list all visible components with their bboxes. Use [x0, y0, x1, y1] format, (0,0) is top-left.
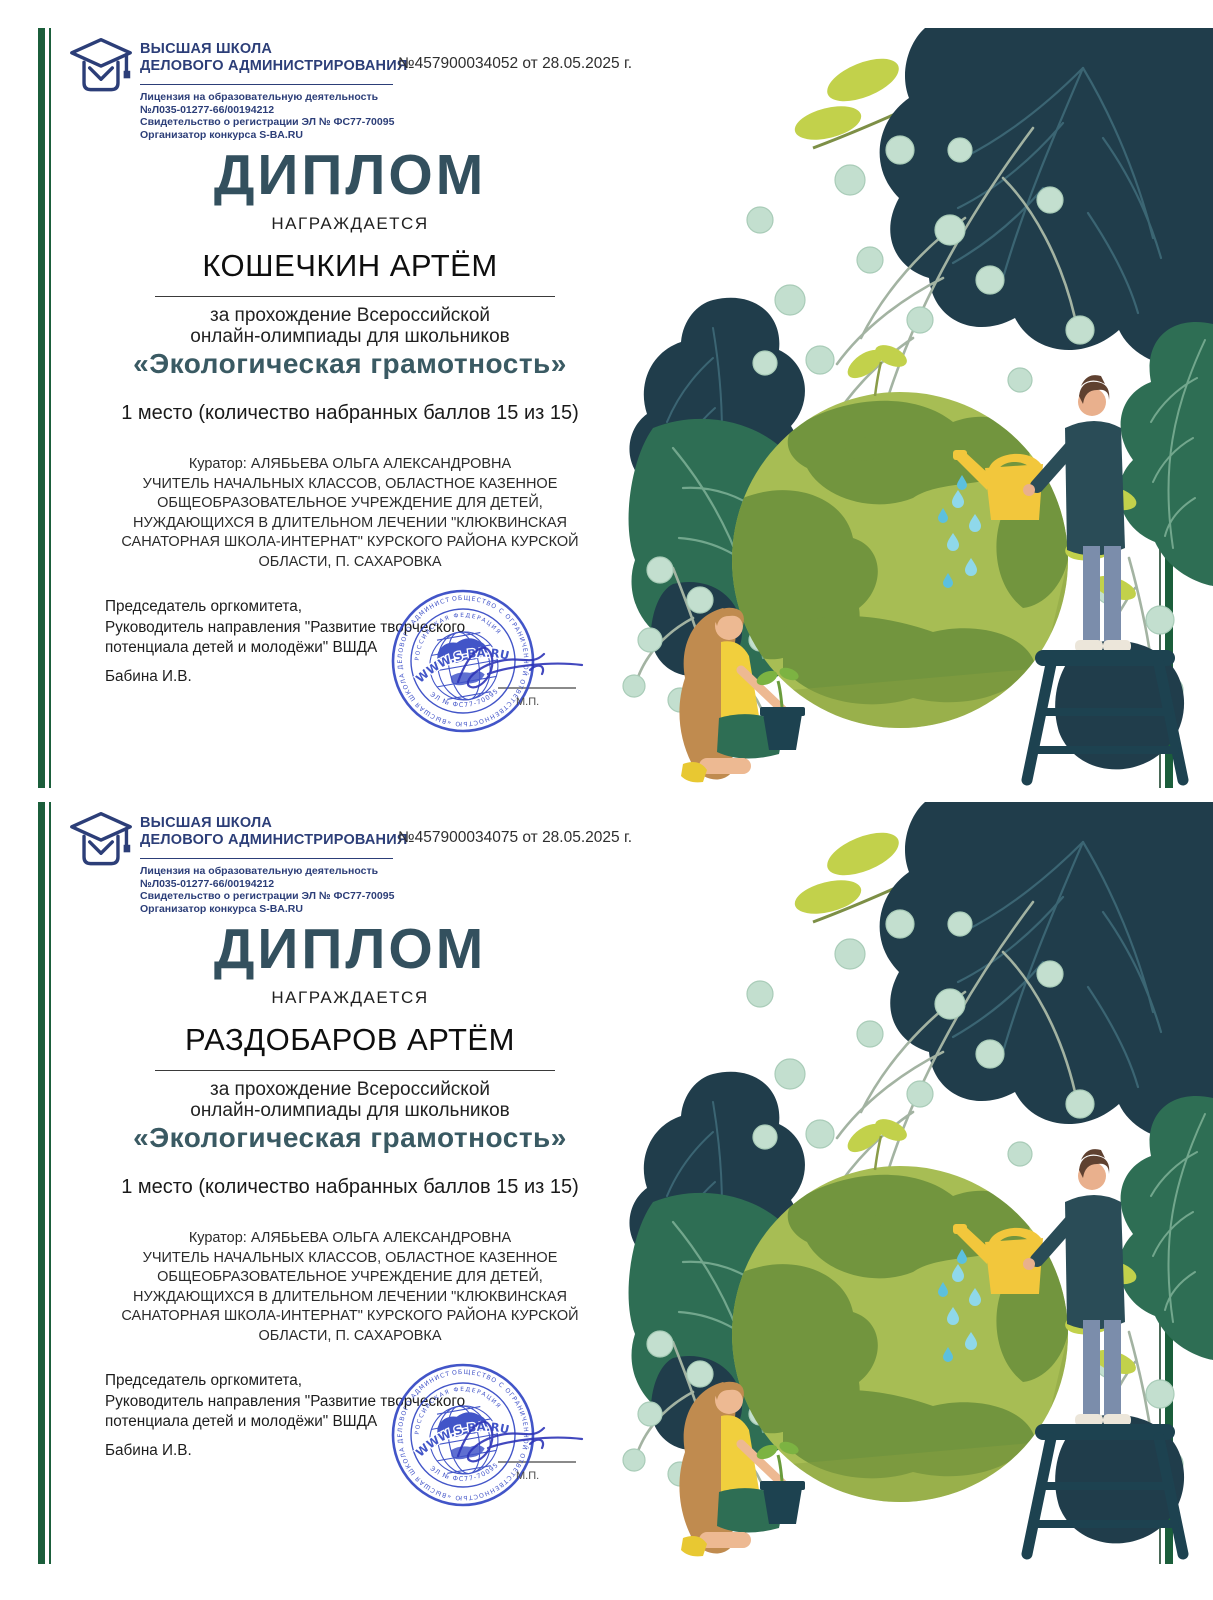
signer-line: Председатель оргкомитета,	[105, 598, 302, 615]
signer-name: Бабина И.В.	[105, 1442, 192, 1459]
curator-line: НУЖДАЮЩИХСЯ В ДЛИТЕЛЬНОМ ЛЕЧЕНИИ "КЛЮКВИНСКАЯ	[133, 514, 567, 531]
reason-line: за прохождение Всероссийской	[209, 1079, 491, 1100]
graduation-cap-icon	[68, 36, 134, 98]
left-border-line	[38, 802, 45, 1564]
license-line: №Л035-01277-66/00194212	[140, 877, 275, 890]
reason-line: онлайн-олимпиады для школьников	[190, 326, 510, 347]
recipient-name: КОШЕЧКИН АРТЁМ	[202, 248, 498, 283]
license-block	[140, 865, 394, 915]
curator-line: УЧИТЕЛЬ НАЧАЛЬНЫХ КЛАССОВ, ОБЛАСТНОЕ КАЗЕННОЕ	[142, 1249, 558, 1266]
diploma-title: ДИПЛОМ	[213, 143, 487, 207]
license-line: №Л035-01277-66/00194212	[140, 103, 275, 116]
curator-line: НУЖДАЮЩИХСЯ В ДЛИТЕЛЬНОМ ЛЕЧЕНИИ "КЛЮКВИНСКАЯ	[133, 1288, 567, 1305]
curator-line: ОБЩЕОБРАЗОВАТЕЛЬНОЕ УЧРЕЖДЕНИЕ ДЛЯ ДЕТЕЙ,	[157, 1269, 543, 1285]
org-name-line2: ДЕЛОВОГО АДМИНИСТРИРОВАНИЯ	[140, 832, 408, 848]
mp-label: М.П.	[516, 1470, 540, 1482]
result-line: 1 место (количество набранных баллов 15 из 15)	[121, 402, 579, 424]
olympiad-title: «Экологическая грамотность»	[133, 348, 567, 379]
license-block	[140, 91, 394, 141]
diploma-title: ДИПЛОМ	[213, 917, 487, 981]
license-line: Организатор конкурса S-BA.RU	[140, 128, 303, 141]
recipient-name: РАЗДОБАРОВ АРТЁМ	[185, 1022, 515, 1057]
curator-line: САНАТОРНАЯ ШКОЛА-ИНТЕРНАТ" КУРСКОГО РАЙОНА КУРСКОЙ	[121, 534, 579, 550]
signature-scribble	[430, 620, 600, 710]
curator-line: Куратор: АЛЯБЬЕВА ОЛЬГА АЛЕКСАНДРОВНА	[188, 456, 512, 472]
curator-line: ОБЩЕОБРАЗОВАТЕЛЬНОЕ УЧРЕЖДЕНИЕ ДЛЯ ДЕТЕЙ,	[157, 495, 543, 511]
name-underline	[155, 296, 555, 297]
signer-line: Председатель оргкомитета,	[105, 1372, 302, 1389]
org-name-line1: ВЫСШАЯ ШКОЛА	[140, 815, 273, 831]
org-name	[140, 41, 407, 75]
graduation-cap-icon	[68, 810, 134, 872]
curator-line: Куратор: АЛЯБЬЕВА ОЛЬГА АЛЕКСАНДРОВНА	[188, 1230, 512, 1246]
olympiad-title: «Экологическая грамотность»	[133, 1122, 567, 1153]
org-underline	[140, 858, 393, 859]
eco-illustration	[613, 28, 1213, 788]
diploma-card	[0, 28, 1213, 788]
result-line: 1 место (количество набранных баллов 15 из 15)	[121, 1176, 579, 1198]
diploma-card	[0, 802, 1213, 1564]
curator-line: ОБЛАСТИ, П. САХАРОВКА	[258, 553, 442, 570]
curator-line: УЧИТЕЛЬ НАЧАЛЬНЫХ КЛАССОВ, ОБЛАСТНОЕ КАЗЕННОЕ	[142, 475, 558, 492]
eco-illustration	[613, 802, 1213, 1562]
certificate-number: №457900034052 от 28.05.2025 г.	[398, 55, 633, 72]
org-name-line2: ДЕЛОВОГО АДМИНИСТРИРОВАНИЯ	[140, 58, 408, 74]
mp-label: М.П.	[516, 696, 540, 708]
signer-line: потенциала детей и молодёжи" ВШДА	[105, 639, 378, 656]
signature-scribble	[430, 1394, 600, 1484]
curator-block	[45, 1229, 655, 1346]
license-line: Свидетельство о регистрации ЭЛ № ФС77-70095	[140, 890, 395, 902]
curator-line: САНАТОРНАЯ ШКОЛА-ИНТЕРНАТ" КУРСКОГО РАЙОНА КУРСКОЙ	[121, 1308, 579, 1324]
signer-line: Руководитель направления "Развитие творческого	[105, 1392, 466, 1410]
reason-line: за прохождение Всероссийской	[209, 305, 491, 326]
org-name-line1: ВЫСШАЯ ШКОЛА	[140, 41, 273, 57]
award-reason	[45, 305, 655, 347]
license-line: Лицензия на образовательную деятельность	[140, 91, 379, 103]
curator-block	[45, 455, 655, 572]
name-underline	[155, 1070, 555, 1071]
awarded-label: НАГРАЖДАЕТСЯ	[271, 214, 429, 233]
awarded-label: НАГРАЖДАЕТСЯ	[271, 988, 429, 1007]
signer-line: Руководитель направления "Развитие творческого	[105, 618, 466, 636]
reason-line: онлайн-олимпиады для школьников	[190, 1100, 510, 1121]
award-reason	[45, 1079, 655, 1121]
left-border-line	[38, 28, 45, 788]
org-underline	[140, 84, 393, 85]
curator-line: ОБЛАСТИ, П. САХАРОВКА	[258, 1327, 442, 1344]
license-line: Организатор конкурса S-BA.RU	[140, 902, 303, 915]
license-line: Свидетельство о регистрации ЭЛ № ФС77-70095	[140, 116, 395, 128]
org-name	[140, 815, 407, 849]
license-line: Лицензия на образовательную деятельность	[140, 865, 379, 877]
certificate-number: №457900034075 от 28.05.2025 г.	[398, 829, 633, 846]
signer-line: потенциала детей и молодёжи" ВШДА	[105, 1413, 378, 1430]
signer-name: Бабина И.В.	[105, 668, 192, 685]
